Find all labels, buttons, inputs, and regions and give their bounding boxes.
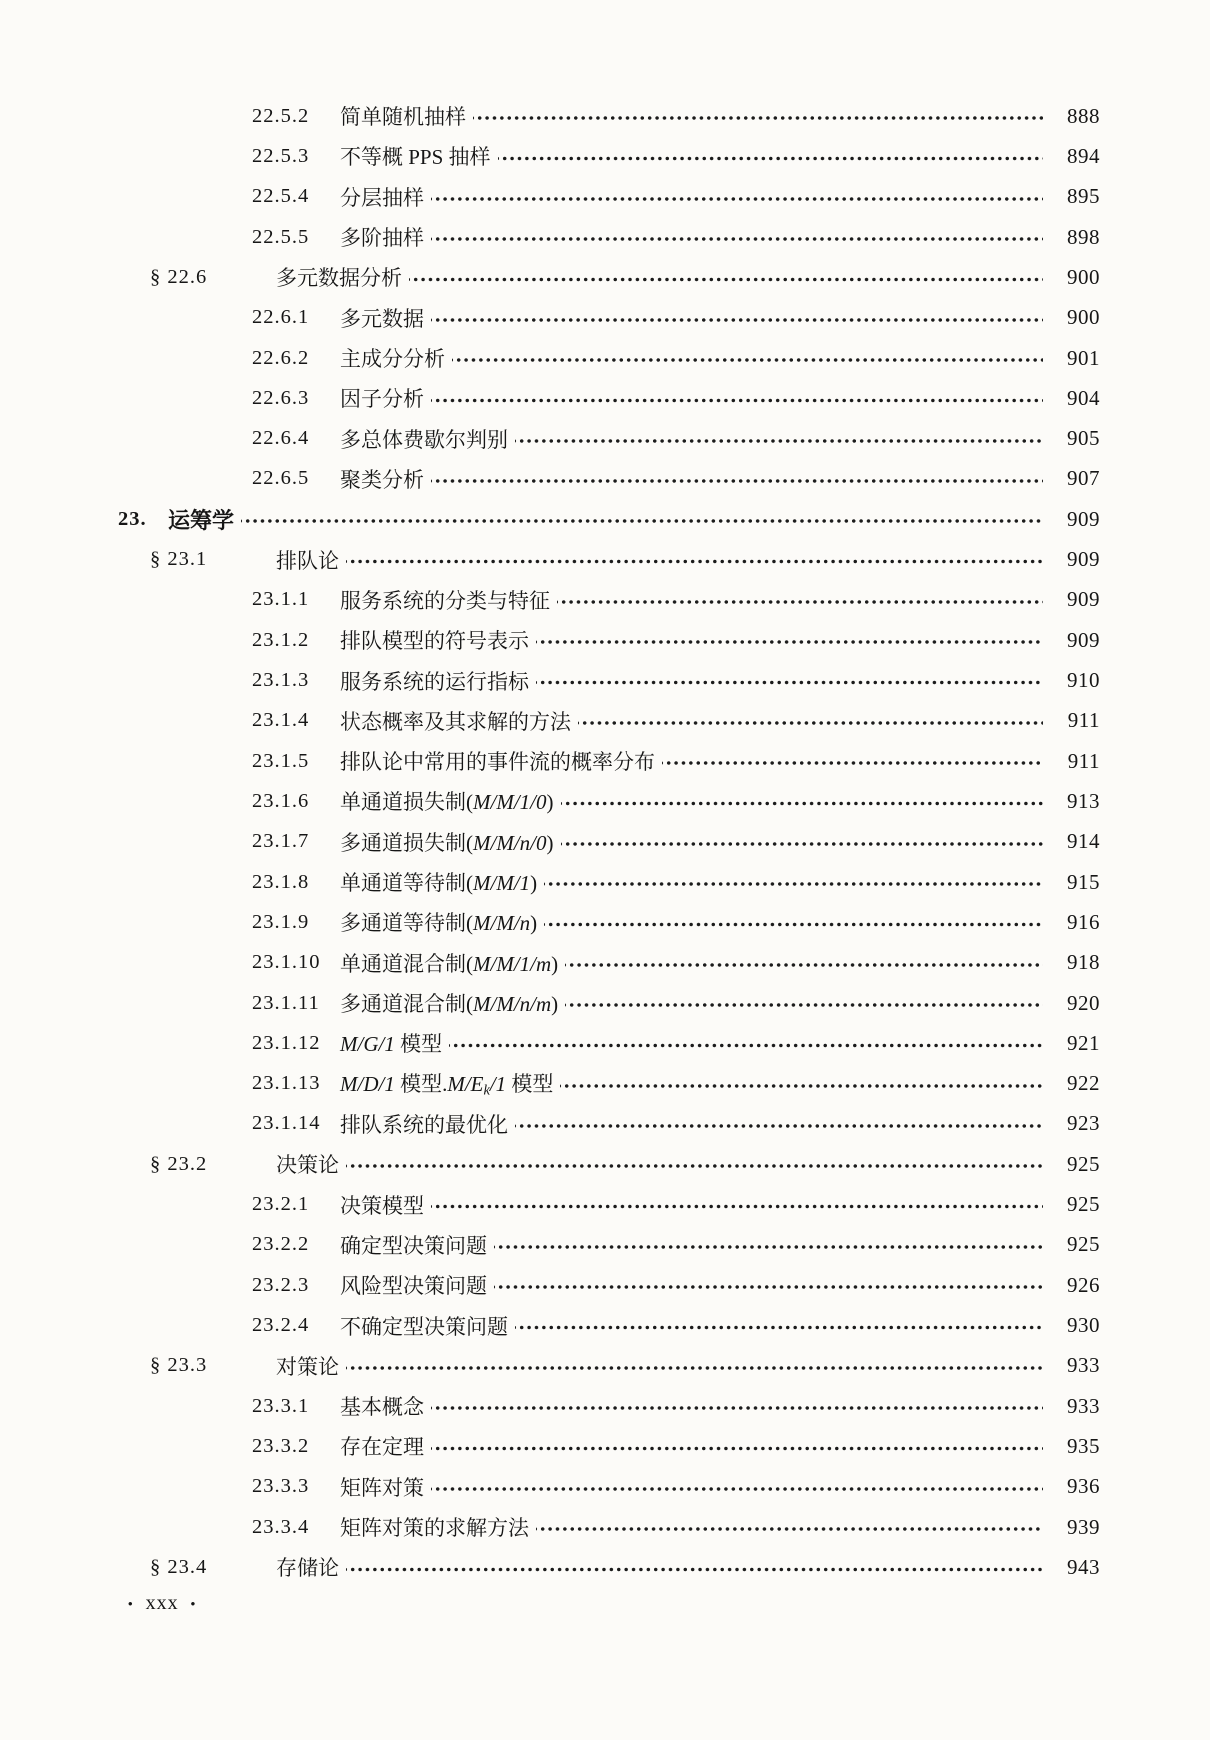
toc-entry — [118, 1225, 1100, 1265]
entry-page-number: 933 — [1067, 1353, 1100, 1378]
entry-page-number: 909 — [1067, 547, 1100, 572]
entry-title-text: 状态概率及其求解的方法 — [340, 709, 571, 734]
toc-entry — [118, 580, 1100, 620]
entry-page-number: 920 — [1067, 990, 1100, 1015]
entry-number: § 23.3 — [150, 1354, 208, 1377]
entry-title-math: M/E — [447, 1071, 484, 1096]
entry-number: 23.1.7 — [252, 830, 310, 853]
entry-title-text: ) — [530, 911, 538, 936]
entry-page-number: 900 — [1067, 264, 1100, 289]
entry-number: 22.6.5 — [252, 467, 310, 490]
leader-dots — [536, 620, 1043, 660]
footer-bullet-left: • — [128, 1595, 134, 1611]
entry-title-text: ) — [546, 790, 554, 815]
entry-title-text: 因子分析 — [340, 387, 424, 412]
entry-title — [340, 343, 445, 373]
page-footer — [128, 1592, 196, 1615]
entry-title — [340, 424, 508, 454]
leader-dots — [515, 419, 1043, 459]
toc-entry — [118, 983, 1100, 1023]
leader-dots — [241, 499, 1043, 539]
entry-title — [340, 1311, 508, 1341]
toc-entry — [118, 660, 1100, 700]
entry-title-text: 分层抽样 — [340, 185, 424, 210]
entry-title-math: M/M/n/0 — [473, 830, 547, 855]
entry-title-text: 多通道损失制( — [340, 830, 473, 855]
entry-title — [340, 907, 537, 937]
entry-page-number: 907 — [1067, 466, 1100, 491]
toc-entry — [118, 1064, 1100, 1104]
entry-number: § 23.4 — [150, 1555, 208, 1578]
entry-number: 22.6.1 — [252, 306, 310, 329]
toc-entry — [118, 1265, 1100, 1305]
leader-dots — [560, 1064, 1043, 1104]
leader-dots — [431, 1184, 1043, 1224]
entry-title-text: 决策论 — [276, 1153, 339, 1178]
entry-title-text: 单通道混合制( — [340, 951, 473, 976]
entry-number: § 23.1 — [150, 548, 208, 571]
entry-title-text: 单通道损失制( — [340, 790, 473, 815]
entry-page-number: 922 — [1067, 1071, 1100, 1096]
entry-page-number: 911 — [1067, 748, 1100, 773]
entry-title-text: 多元数据分析 — [276, 266, 402, 291]
entry-title-text: 不确定型决策问题 — [340, 1314, 508, 1339]
leader-dots — [578, 701, 1043, 741]
toc-entry — [118, 257, 1100, 297]
entry-title — [340, 303, 424, 333]
leader-dots — [494, 1265, 1043, 1305]
leader-dots — [565, 943, 1043, 983]
toc-entry — [118, 1144, 1100, 1184]
entry-title-text: 基本概念 — [340, 1395, 424, 1420]
entry-title-math: M/M/1 — [473, 871, 531, 896]
toc-entry — [118, 701, 1100, 741]
entry-page-number: 939 — [1067, 1514, 1100, 1539]
entry-title — [340, 666, 529, 696]
entry-title — [340, 1391, 424, 1421]
leader-dots — [346, 1547, 1043, 1587]
entry-number: 22.5.3 — [252, 144, 310, 167]
entry-title — [340, 706, 571, 736]
entry-title — [340, 383, 424, 413]
toc-entry — [118, 1467, 1100, 1507]
toc-entry — [118, 1346, 1100, 1386]
entry-title-text: 模型. — [394, 1071, 448, 1096]
toc-entry — [118, 822, 1100, 862]
entry-title-text: 服务系统的分类与特征 — [340, 588, 550, 613]
toc-entry — [118, 1184, 1100, 1224]
entry-page-number: 909 — [1067, 587, 1100, 612]
leader-dots — [565, 983, 1043, 1023]
toc-entry — [118, 459, 1100, 499]
entry-title — [276, 1149, 339, 1179]
footer-bullet-right: • — [190, 1595, 197, 1611]
entry-title — [340, 585, 550, 615]
toc-entry — [118, 177, 1100, 217]
entry-title — [340, 182, 424, 212]
toc-entry — [118, 862, 1100, 902]
entry-title-text: 多通道混合制( — [340, 992, 473, 1017]
entry-title — [340, 948, 558, 978]
entry-number: 23.2.3 — [252, 1273, 310, 1296]
entry-number: 23.2.1 — [252, 1193, 310, 1216]
leader-dots — [346, 539, 1043, 579]
entry-number: 22.5.4 — [252, 185, 310, 208]
toc-entry — [118, 539, 1100, 579]
entry-page-number: 926 — [1067, 1272, 1100, 1297]
entry-number: 23.1.6 — [252, 789, 310, 812]
leader-dots — [449, 1023, 1043, 1063]
leader-dots — [536, 660, 1043, 700]
leader-dots — [494, 1225, 1043, 1265]
entry-title-text: 排队论中常用的事件流的概率分布 — [340, 750, 655, 775]
entry-page-number: 901 — [1067, 345, 1100, 370]
entry-title-text: ) — [551, 992, 559, 1017]
entry-title — [340, 625, 529, 655]
entry-page-number: 916 — [1067, 909, 1100, 934]
entry-title — [340, 988, 558, 1018]
entry-page-number: 915 — [1067, 869, 1100, 894]
entry-page-number: 913 — [1067, 788, 1100, 813]
entry-title-text: 模型 — [506, 1071, 554, 1096]
entry-page-number: 905 — [1067, 426, 1100, 451]
entry-title-math: M/M/n — [473, 911, 531, 936]
footer-page-label: xxx — [145, 1592, 179, 1614]
entry-number: 23.1.10 — [252, 951, 321, 974]
toc-entry — [118, 1104, 1100, 1144]
entry-number: 23.1.5 — [252, 749, 310, 772]
entry-title — [340, 1512, 529, 1542]
entry-page-number: 936 — [1067, 1474, 1100, 1499]
entry-title-text: 简单随机抽样 — [340, 105, 466, 130]
leader-dots — [662, 741, 1043, 781]
entry-title-text: 存储论 — [276, 1556, 339, 1581]
leader-dots — [557, 580, 1043, 620]
toc-entry — [118, 338, 1100, 378]
toc-entry — [118, 620, 1100, 660]
leader-dots — [544, 902, 1043, 942]
entry-page-number: 914 — [1067, 829, 1100, 854]
leader-dots — [409, 257, 1043, 297]
entry-title — [340, 1431, 424, 1461]
toc-entry — [118, 1507, 1100, 1547]
leader-dots — [544, 862, 1043, 902]
entry-page-number: 909 — [1067, 506, 1100, 531]
entry-number: 23.3.4 — [252, 1515, 310, 1538]
leader-dots — [431, 298, 1043, 338]
entry-number: 22.6.2 — [252, 346, 310, 369]
entry-title — [340, 141, 491, 171]
entry-title — [168, 504, 234, 535]
leader-dots — [452, 338, 1043, 378]
entry-title-text: 排队系统的最优化 — [340, 1112, 508, 1137]
entry-page-number: 943 — [1067, 1554, 1100, 1579]
entry-title — [276, 262, 402, 292]
entry-number: 23.1.3 — [252, 669, 310, 692]
entry-title — [276, 545, 339, 575]
entry-number: 23.1.14 — [252, 1112, 321, 1135]
toc-entry — [118, 1305, 1100, 1345]
entry-title — [276, 1552, 339, 1582]
toc-entry — [118, 378, 1100, 418]
toc-entry — [118, 136, 1100, 176]
entry-page-number: 904 — [1067, 385, 1100, 410]
entry-number: 23.1.8 — [252, 870, 310, 893]
entry-number: 23.3.2 — [252, 1434, 310, 1457]
entry-title — [340, 1472, 424, 1502]
leader-dots — [515, 1305, 1043, 1345]
entry-title — [276, 1351, 339, 1381]
entry-page-number: 900 — [1067, 305, 1100, 330]
entry-page-number: 894 — [1067, 143, 1100, 168]
entry-number: 23.1.1 — [252, 588, 310, 611]
entry-title-math: M/M/1/m — [473, 951, 552, 976]
entry-title-text: 模型 — [394, 1032, 443, 1057]
leader-dots — [346, 1144, 1043, 1184]
toc-entry — [118, 1547, 1100, 1587]
leader-dots — [515, 1104, 1043, 1144]
entry-title-text: 聚类分析 — [340, 467, 424, 492]
entry-title-text: ) — [546, 830, 554, 855]
entry-title — [340, 746, 655, 776]
entry-title-text: 不等概 PPS 抽样 — [340, 145, 491, 170]
toc-list — [118, 96, 1100, 1588]
entry-number: 23.1.4 — [252, 709, 310, 732]
entry-page-number: 910 — [1067, 668, 1100, 693]
toc-entry — [118, 1426, 1100, 1466]
leader-dots — [431, 378, 1043, 418]
entry-title-math: M/M/n/m — [473, 992, 552, 1017]
entry-page-number: 918 — [1067, 950, 1100, 975]
leader-dots — [431, 217, 1043, 257]
leader-dots — [561, 822, 1044, 862]
entry-title — [340, 1270, 487, 1300]
entry-page-number: 921 — [1067, 1030, 1100, 1055]
leader-dots — [431, 1426, 1043, 1466]
entry-title-text: 确定型决策问题 — [340, 1233, 487, 1258]
entry-title-text: 存在定理 — [340, 1435, 424, 1460]
entry-title-math: k — [483, 1082, 490, 1099]
entry-title — [340, 827, 554, 857]
entry-page-number: 923 — [1067, 1111, 1100, 1136]
entry-title — [340, 222, 424, 252]
entry-title-text: 矩阵对策 — [340, 1475, 424, 1500]
entry-number: 23.2.2 — [252, 1233, 310, 1256]
entry-title — [340, 101, 466, 131]
entry-title-text: 对策论 — [276, 1354, 339, 1379]
entry-page-number: 888 — [1067, 103, 1100, 128]
leader-dots — [473, 96, 1043, 136]
entry-page-number: 925 — [1067, 1192, 1100, 1217]
entry-title — [340, 867, 537, 897]
entry-number: 23.1.11 — [252, 991, 320, 1014]
entry-title — [340, 464, 424, 494]
entry-number: 23.2.4 — [252, 1314, 310, 1337]
entry-title-text: 运筹学 — [168, 507, 235, 533]
entry-title-text: 多阶抽样 — [340, 226, 424, 251]
entry-title-text: 决策模型 — [340, 1193, 424, 1218]
leader-dots — [431, 1386, 1043, 1426]
entry-title — [340, 1068, 553, 1100]
entry-title-text: 多元数据 — [340, 306, 424, 331]
toc-entry — [118, 1386, 1100, 1426]
entry-title-text: 排队论 — [276, 548, 339, 573]
entry-title — [340, 1230, 487, 1260]
toc-entry — [118, 1023, 1100, 1063]
entry-number: 22.6.4 — [252, 427, 310, 450]
toc-entry — [118, 943, 1100, 983]
entry-title-text: 主成分分析 — [340, 347, 445, 372]
entry-page-number: 895 — [1067, 184, 1100, 209]
entry-number: 23.1.12 — [252, 1031, 321, 1054]
toc-entry — [118, 298, 1100, 338]
leader-dots — [498, 136, 1043, 176]
entry-number: 23.3.3 — [252, 1475, 310, 1498]
entry-page-number: 925 — [1067, 1232, 1100, 1257]
entry-number: 23.1.13 — [252, 1072, 321, 1095]
entry-title — [340, 1190, 424, 1220]
toc-entry — [118, 902, 1100, 942]
entry-title-math: M/M/1/0 — [473, 790, 547, 815]
entry-page-number: 930 — [1067, 1313, 1100, 1338]
entry-title-text: 服务系统的运行指标 — [340, 669, 529, 694]
entry-title-text: 多总体费歇尔判别 — [340, 427, 508, 452]
entry-title-text: 多通道等待制( — [340, 911, 473, 936]
toc-entry — [118, 781, 1100, 821]
entry-number: 23. — [118, 507, 147, 530]
leader-dots — [431, 459, 1043, 499]
entry-page-number: 898 — [1067, 224, 1100, 249]
entry-title-text: ) — [530, 871, 538, 896]
leader-dots — [561, 781, 1044, 821]
toc-entry — [118, 96, 1100, 136]
entry-page-number: 909 — [1067, 627, 1100, 652]
entry-number: 23.3.1 — [252, 1394, 310, 1417]
entry-number: 22.5.2 — [252, 104, 310, 127]
entry-number: § 22.6 — [150, 265, 208, 288]
entry-title-text: 单通道等待制( — [340, 871, 473, 896]
leader-dots — [431, 177, 1043, 217]
entry-title-math: /1 — [489, 1071, 507, 1096]
entry-page-number: 925 — [1067, 1151, 1100, 1176]
entry-number: 22.6.3 — [252, 386, 310, 409]
entry-title-text: ) — [551, 951, 559, 976]
toc-entry — [118, 217, 1100, 257]
entry-number: 23.1.2 — [252, 628, 310, 651]
entry-page-number: 935 — [1067, 1433, 1100, 1458]
entry-title-math: M/G/1 — [340, 1032, 395, 1057]
leader-dots — [536, 1507, 1043, 1547]
entry-page-number: 911 — [1067, 708, 1100, 733]
leader-dots — [346, 1346, 1043, 1386]
entry-title-math: M/D/1 — [340, 1071, 395, 1096]
leader-dots — [431, 1467, 1043, 1507]
toc-entry — [118, 741, 1100, 781]
entry-page-number: 933 — [1067, 1393, 1100, 1418]
entry-number: 22.5.5 — [252, 225, 310, 248]
entry-number: § 23.2 — [150, 1152, 208, 1175]
entry-title-text: 排队模型的符号表示 — [340, 629, 529, 654]
entry-title-text: 矩阵对策的求解方法 — [340, 1516, 529, 1541]
entry-title — [340, 786, 554, 816]
entry-title — [340, 1109, 508, 1139]
entry-title-text: 风险型决策问题 — [340, 1274, 487, 1299]
toc-entry — [118, 419, 1100, 459]
entry-number: 23.1.9 — [252, 910, 310, 933]
toc-entry — [118, 499, 1100, 539]
entry-title — [340, 1028, 442, 1058]
